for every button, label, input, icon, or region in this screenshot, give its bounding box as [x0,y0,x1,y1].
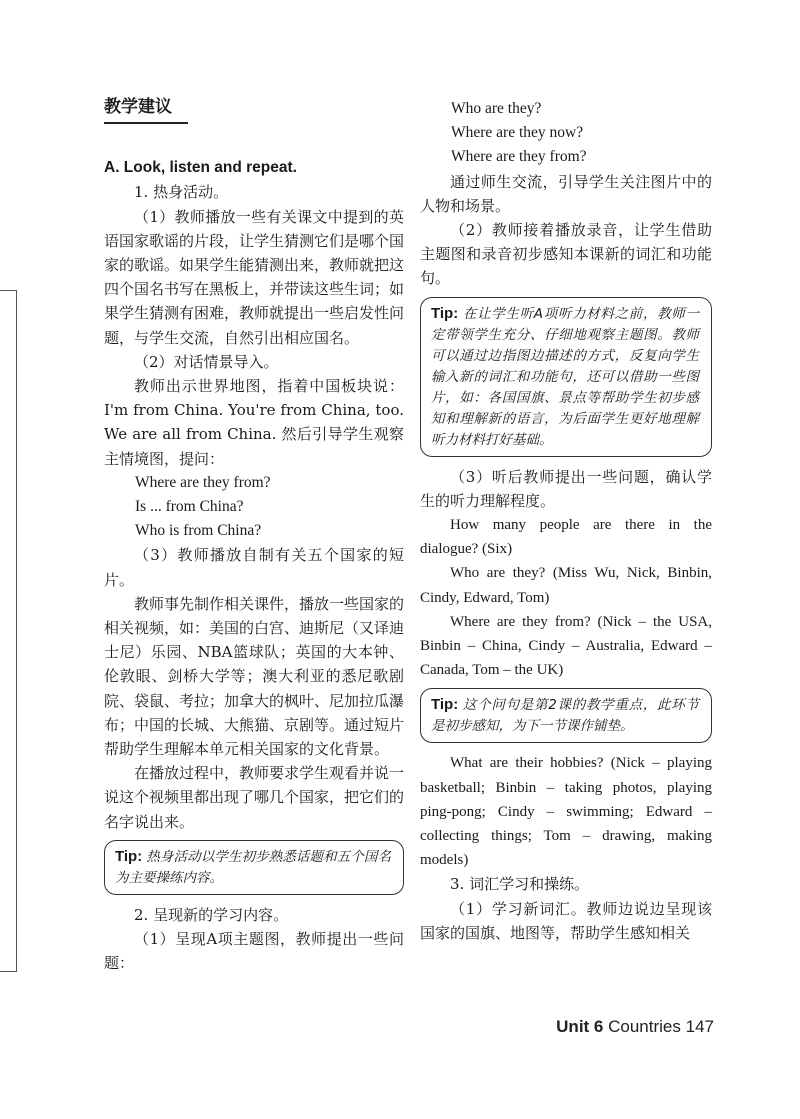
tip-text: 在让学生听A项听力材料之前，教师一定带领学生充分、仔细地观察主题图。教师可以通过边指图边描述的方式，反复向学生输入新的词汇和功能句，还可以借助一些图片，如：各国国旗、景点等帮助学生初步感知和理解新的语言，为后面学生更好地理解听力材料打好基础。 [431,305,699,448]
page-footer [556,1017,714,1037]
margin-bracket [0,290,17,972]
footer-title: Countries [608,1017,681,1036]
paragraph: 教师出示世界地图，指着中国板块说：I'm from China. You're from China, too. We are all from China. 然后引导学生观察主情境图，提问： [104,377,404,468]
paragraph: （1）学习新词汇。教师边说边呈现该国家的国旗、地图等，帮助学生感知相关 [420,899,712,942]
paragraph: （3）教师播放自制有关五个国家的短片。 [104,546,404,589]
paragraph: 教师事先制作相关课件，播放一些国家的相关视频，如：美国的白宫、迪斯尼（又译迪士尼）乐园、NBA篮球队；英国的大本钟、伦敦眼、剑桥大学等；澳大利亚的悉尼歌剧院、袋鼠、考拉；加拿大的枫叶、尼加拉瓜瀑布；中国的长城、大熊猫、京剧等。通过短片帮助学生理解本单元相关国家的文化背景。 [104,594,405,759]
tip-box [420,297,712,457]
question-answer: What are their hobbies? (Nick – playing basketball; Binbin – taking photos, playing ping-pong; Cindy – swimming; Edward – collecting things; Tom – drawing, making models) [420,755,712,869]
page-number: 147 [685,1017,714,1036]
tip-box [104,840,404,895]
paragraph: （2）教师接着播放录音，让学生借助主题图和录音初步感知本课新的词汇和功能句。 [420,221,712,288]
question: Who is from China? [135,522,262,540]
paragraph: 在播放过程中，教师要求学生观看并说一说这个视频里都出现了哪几个国家，把它们的名字说出来。 [104,764,405,831]
footer-unit: Unit 6 [556,1017,604,1036]
activity-a-heading: A. Look, listen and repeat. [104,159,297,177]
tip-box [420,688,712,743]
tip-label: Tip: [431,696,459,714]
question: Is ... from China? [135,498,244,516]
paragraph: 通过师生交流，引导学生关注图片中的人物和场景。 [420,172,712,215]
question-answer: How many people are there in the dialogue? (Six) [420,517,712,558]
section-title: 教学建议 [104,95,188,124]
question: Where are they from? [451,148,587,166]
paragraph: （3）听后教师提出一些问题，确认学生的听力理解程度。 [420,467,712,510]
question: Where are they now? [451,124,584,142]
step-2-heading: 2. 呈现新的学习内容。 [134,905,289,924]
tip-label: Tip: [431,304,459,322]
right-column [420,97,712,945]
step-3-heading: 3. 词汇学习和操练。 [450,875,590,894]
tip-text: 这个问句是第2课的教学重点，此环节是初步感知，为下一节课作铺垫。 [431,697,699,735]
tip-text: 热身活动以学生初步熟悉话题和五个国名为主要操练内容。 [115,848,391,886]
question-answer: Who are they? (Miss Wu, Nick, Binbin, Cindy, Edward, Tom) [420,565,712,606]
question: Who are they? [451,100,542,117]
paragraph: （1）呈现A项主题图，教师提出一些问题： [104,930,404,973]
left-column [104,95,404,976]
paragraph: （1）教师播放一些有关课文中提到的英语国家歌谣的片段，让学生猜测它们是哪个国家的歌谣。如果学生能猜测出来，教师就把这四个国名书写在黑板上，并带读这些生词；如果学生猜测有困难，教师就提出一些启发性问题，与学生交流，自然引出相应国名。 [104,207,405,347]
question: Where are they from? [135,473,271,491]
tip-label: Tip: [115,847,143,865]
question-answer: Where are they from? (Nick – the USA, Binbin – China, Cindy – Australia, Edward – Canada, Tom – the UK) [420,613,712,679]
step-1-heading: 1. 热身活动。 [134,183,229,202]
paragraph: （2）对话情景导入。 [134,352,279,371]
